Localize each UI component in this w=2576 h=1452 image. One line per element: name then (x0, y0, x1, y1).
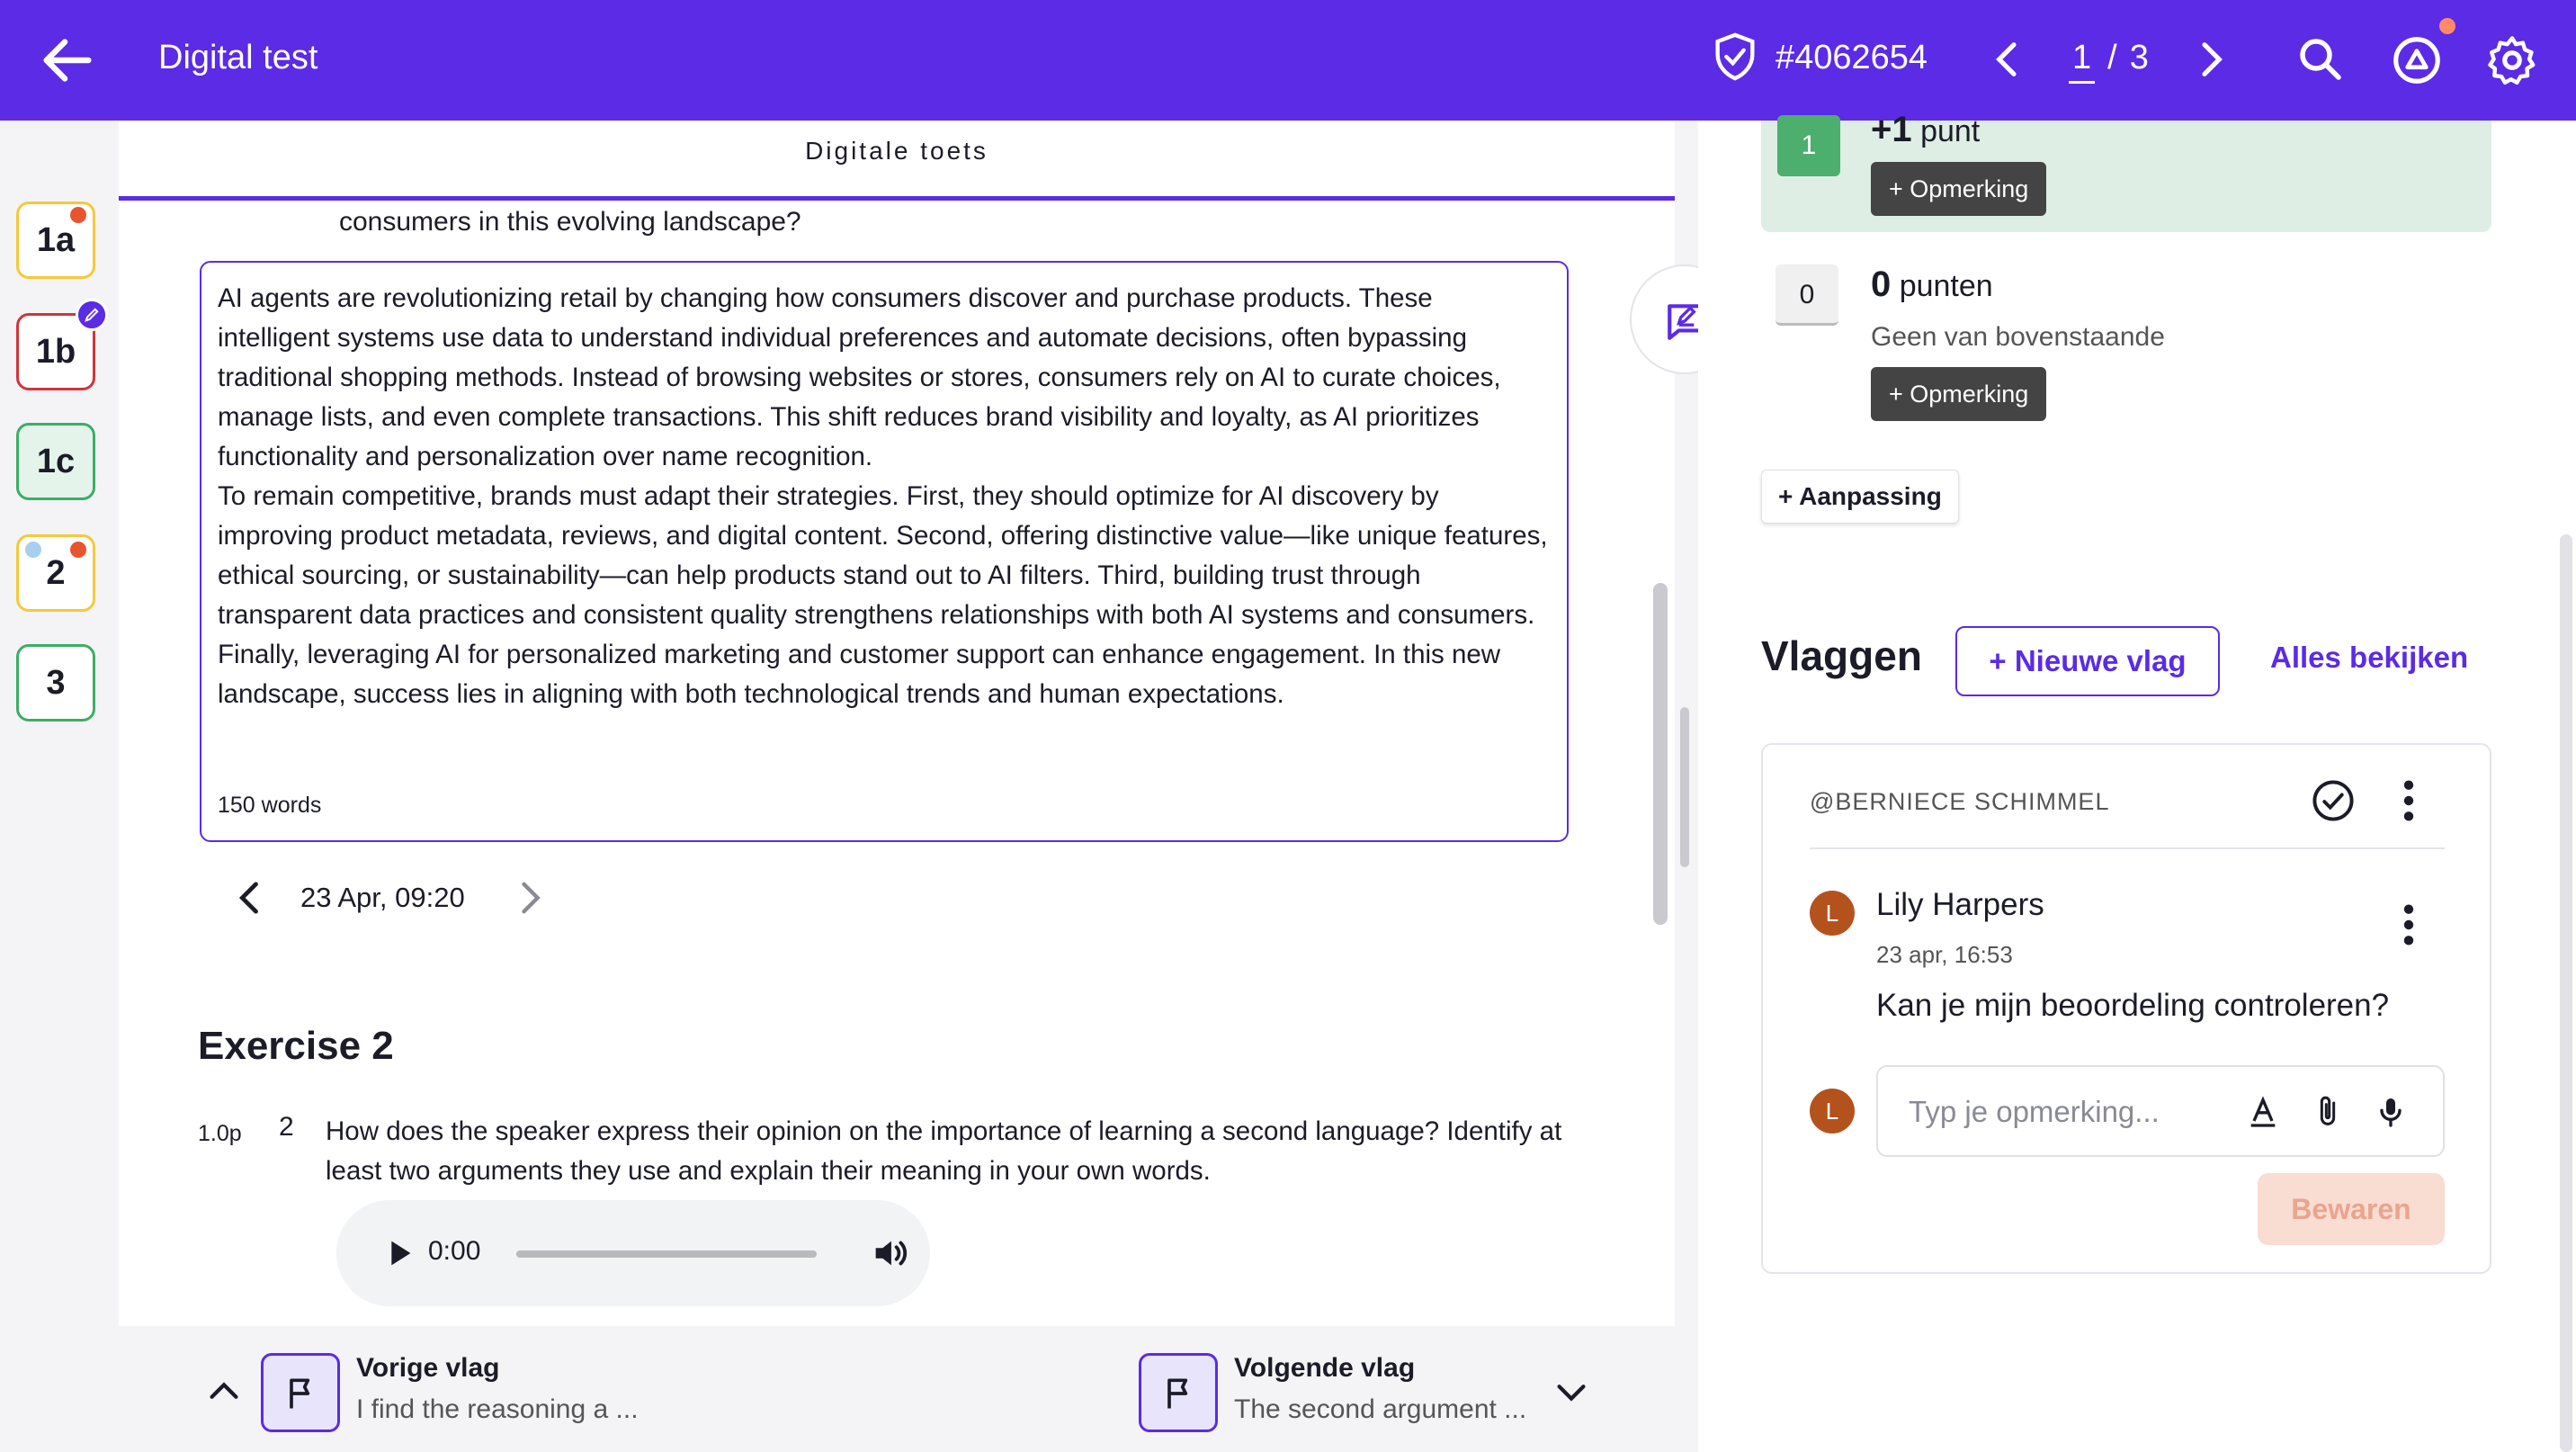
comment-message: Kan je mijn beoordeling controleren? (1876, 988, 2390, 1023)
new-flag-button[interactable]: + Nieuwe vlag (1955, 626, 2220, 696)
next-flag-label[interactable]: Volgende vlag (1234, 1353, 1416, 1383)
prev-flag-button[interactable] (261, 1353, 340, 1432)
view-all-link[interactable]: Alles bekijken (2270, 641, 2469, 674)
score-label (1871, 264, 1993, 305)
score-value[interactable]: 0 (1775, 264, 1838, 326)
more-options-icon[interactable] (2400, 777, 2418, 824)
question-button-1a[interactable]: 1a (16, 202, 95, 279)
tab-indicator (119, 196, 1675, 201)
audio-player (336, 1200, 930, 1306)
question-number: 2 (279, 1112, 294, 1142)
chevron-left-icon[interactable] (227, 874, 273, 921)
divider (1810, 847, 2445, 849)
question-button-1c[interactable]: 1c (16, 423, 95, 500)
next-flag-button[interactable] (1139, 1353, 1218, 1432)
flag-navigation (119, 1326, 1675, 1452)
more-options-icon[interactable] (2400, 901, 2418, 948)
play-icon[interactable] (378, 1232, 419, 1274)
score-value: 1 (1777, 115, 1840, 176)
chevron-up-icon[interactable] (203, 1371, 245, 1412)
score-option-description: Geen van bovenstaande (1871, 322, 2165, 352)
page-title: Digital test (158, 39, 318, 76)
resolve-check-icon[interactable] (2310, 777, 2357, 824)
comment-date: 23 apr, 16:53 (1876, 941, 2013, 968)
main-content (119, 121, 1675, 1326)
top-bar (0, 0, 2576, 121)
edit-pencil-icon (76, 299, 108, 331)
add-adjustment-button[interactable]: + Aanpassing (1761, 470, 1959, 524)
flag-card (1761, 743, 2491, 1274)
flag-icon (282, 1374, 321, 1413)
status-dot (25, 542, 41, 558)
chevron-right-icon[interactable] (506, 874, 553, 921)
back-arrow-icon[interactable] (36, 29, 99, 92)
question-nav (0, 121, 119, 1452)
status-dot (70, 207, 86, 223)
scrollbar[interactable] (2560, 534, 2572, 1452)
test-id: #4062654 (1775, 39, 1928, 76)
notification-dot (2439, 18, 2455, 34)
score-label-number: 0 (1871, 264, 1892, 304)
gear-icon[interactable] (2484, 32, 2540, 88)
audio-progress-track[interactable] (516, 1250, 817, 1258)
page-current[interactable]: 1 (2069, 34, 2095, 84)
grading-panel (1698, 110, 2576, 1452)
comment-author: Lily Harpers (1876, 887, 2044, 922)
score-label-unit: punt (1920, 114, 1981, 148)
account-icon[interactable] (2389, 32, 2445, 88)
page-total: 3 (2129, 39, 2149, 76)
save-button[interactable]: Bewaren (2258, 1173, 2445, 1245)
comment-input[interactable] (1909, 1090, 2232, 1134)
page-separator: / (2107, 39, 2117, 76)
version-date: 23 Apr, 09:20 (300, 882, 465, 913)
question-button-2[interactable]: 2 (16, 534, 95, 612)
add-remark-button[interactable]: + Opmerking (1871, 367, 2046, 421)
volume-icon[interactable] (869, 1232, 910, 1274)
microphone-icon[interactable] (2373, 1094, 2409, 1130)
search-icon[interactable] (2294, 32, 2348, 86)
text-format-icon[interactable] (2245, 1094, 2281, 1130)
question-text: How does the speaker express their opinion on the importance of learning a second language? Identify at least two arguments they use and explain their meaning in your own words. (326, 1116, 1562, 1186)
attachment-icon[interactable] (2310, 1094, 2346, 1130)
score-label-unit: punten (1899, 269, 1993, 303)
comment-input-box (1876, 1065, 2445, 1157)
audio-time: 0:00 (428, 1236, 481, 1266)
tab-digital-test[interactable]: Digitale toets (805, 137, 988, 165)
scrollbar[interactable] (1653, 583, 1668, 925)
version-nav (227, 874, 553, 921)
question-button-3[interactable]: 3 (16, 644, 95, 722)
prev-flag-preview: I find the reasoning a ... (356, 1394, 639, 1424)
question-text-tail: consumers in this evolving landscape? (339, 207, 801, 237)
next-page-icon[interactable] (2186, 34, 2236, 85)
chevron-down-icon[interactable] (1551, 1371, 1592, 1412)
flag-recipient: @BERNIECE SCHIMMEL (1810, 788, 2110, 815)
prev-page-icon[interactable] (1982, 34, 2033, 85)
flag-icon (1159, 1374, 1199, 1413)
panel-resize-handle[interactable] (1680, 707, 1689, 867)
flags-title: Vlaggen (1761, 632, 1922, 679)
answer-box[interactable] (200, 261, 1569, 842)
shield-check-icon (1709, 31, 1761, 83)
word-count: 150 words (218, 793, 322, 818)
add-remark-button[interactable]: + Opmerking (1871, 162, 2046, 216)
score-option-selected[interactable] (1761, 110, 2491, 232)
prev-flag-label[interactable]: Vorige vlag (356, 1353, 500, 1383)
question-button-1b[interactable]: 1b (16, 313, 95, 390)
status-dot (70, 542, 86, 558)
question-points: 1.0p (198, 1121, 242, 1146)
answer-paragraph: To remain competitive, brands must adapt their strategies. First, they should optimize for AI discovery by improving product metadata, reviews, and digital content. Second, offering distinctive value—like unique features, ethical sourcing, or sustainability—can help products stand out to AI filters. Third, building trust through transparent data practices and consistent quality strengthens relationships with both AI systems and consumers. Finally, leveraging AI for personalized marketing and customer support can enhance engagement. In this new landscape, success lies in aligning with both technological trends and human expectations. (218, 481, 1548, 709)
score-label-number: +1 (1871, 110, 1912, 149)
exercise-title: Exercise 2 (198, 1024, 394, 1068)
score-label (1871, 110, 1980, 150)
avatar: L (1810, 891, 1855, 936)
avatar: L (1810, 1089, 1855, 1134)
next-flag-preview: The second argument ... (1234, 1394, 1527, 1424)
answer-paragraph: AI agents are revolutionizing retail by changing how consumers discover and purchase products. These intelligent systems use data to understand individual preferences and automate decisions, often bypassing traditional shopping methods. Instead of browsing websites or stores, consumers rely on AI to curate choices, manage lists, and even complete transactions. This shift reduces brand visibility and loyalty, as AI prioritizes functionality and personalization over name recognition. (218, 283, 1501, 471)
page-indicator (2069, 34, 2149, 84)
